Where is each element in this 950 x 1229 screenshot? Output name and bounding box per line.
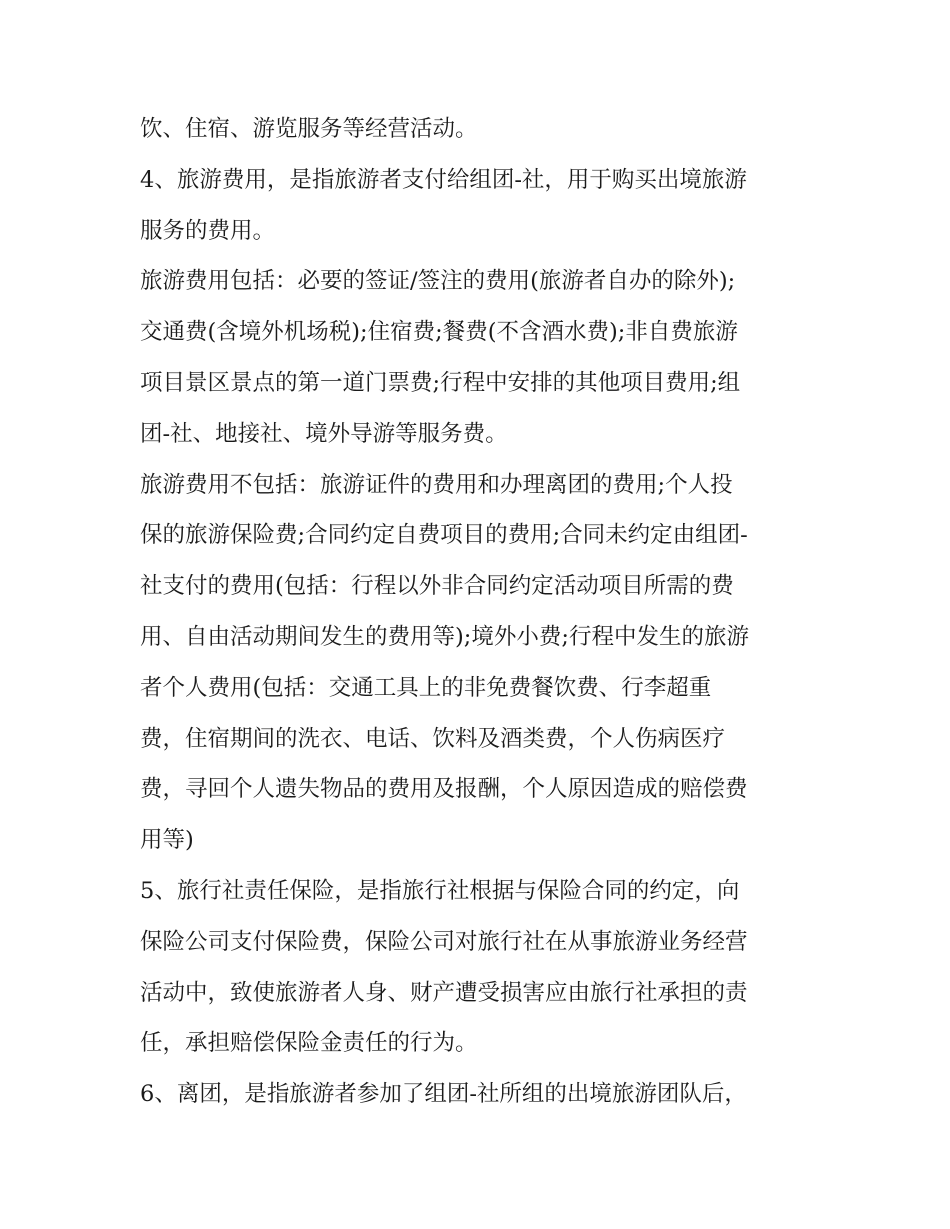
paragraph-activities-continuation: [140, 104, 820, 155]
text-line: 费，寻回个人遗失物品的费用及报酬，个人原因造成的赔偿费: [140, 776, 748, 803]
text-line: 4、旅游费用，是指旅游者支付给组团-社，用于购买出境旅游: [140, 166, 747, 193]
text-line: 团-社、地接社、境外导游等服务费。: [140, 420, 508, 447]
text-line: 保的旅游保险费;合同约定自费项目的费用;合同未约定由组团-: [140, 522, 748, 549]
document-body: [140, 104, 820, 1120]
paragraph-travel-fee-excludes: [140, 460, 820, 866]
text-line: 项目景区景点的第一道门票费;行程中安排的其他项目费用;组: [140, 369, 741, 396]
text-line: 保险公司支付保险费，保险公司对旅行社在从事旅游业务经营: [140, 928, 748, 955]
text-line: 活动中，致使旅游者人身、财产遭受损害应由旅行社承担的责: [140, 979, 748, 1006]
text-line: 者个人费用(包括：交通工具上的非免费餐饮费、行李超重: [140, 674, 712, 701]
text-line: 服务的费用。: [140, 217, 276, 244]
text-line: 6、离团，是指旅游者参加了组团-社所组的出境旅游团队后，: [140, 1081, 747, 1108]
text-line: 用、自由活动期间发生的费用等);境外小费;行程中发生的旅游: [140, 623, 749, 650]
text-line: 旅游费用不包括：旅游证件的费用和办理离团的费用;个人投: [140, 471, 733, 498]
text-line: 用等): [140, 827, 194, 854]
paragraph-leaving-group: [140, 1069, 820, 1120]
text-line: 饮、住宿、游览服务等经营活动。: [140, 116, 478, 142]
text-line: 费，住宿期间的洗衣、电话、饮料及酒类费，个人伤病医疗: [140, 725, 726, 752]
text-line: 交通费(含境外机场税);住宿费;餐费(不含酒水费);非自费旅游: [140, 319, 738, 346]
text-line: 任，承担赔偿保险金责任的行为。: [140, 1030, 478, 1057]
paragraph-travel-fee-includes: [140, 256, 820, 459]
text-line: 旅游费用包括：必要的签证/签注的费用(旅游者自办的除外);: [140, 268, 736, 295]
text-line: 社支付的费用(包括：行程以外非合同约定活动项目所需的费: [140, 573, 734, 600]
paragraph-liability-insurance: [140, 866, 820, 1069]
text-line: 5、旅行社责任保险，是指旅行社根据与保险合同的约定，向: [140, 877, 740, 904]
paragraph-travel-fee-definition: [140, 155, 820, 257]
